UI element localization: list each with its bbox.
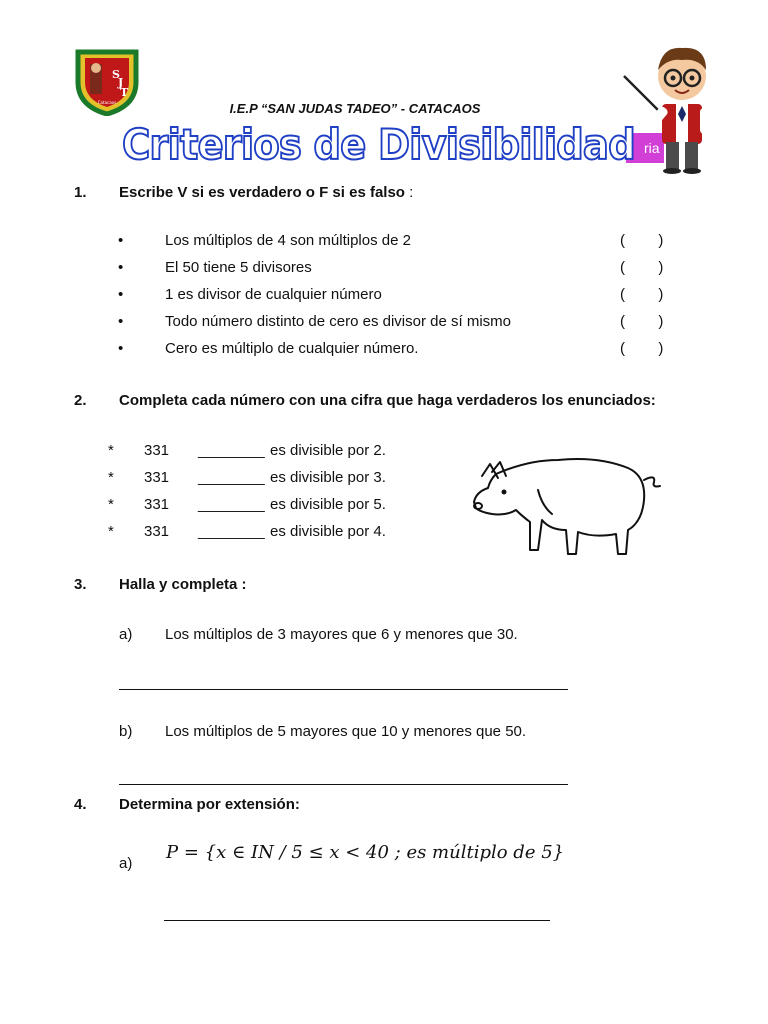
star-marker: * (108, 523, 114, 540)
q1-prompt-text: Escribe V si es verdadero o F si es falso (119, 184, 405, 201)
star-marker: * (108, 442, 114, 459)
bullet-marker: • (118, 232, 124, 249)
bullet-marker: • (118, 313, 124, 330)
digit-blank[interactable]: ________ (198, 469, 265, 486)
q2-prompt: Completa cada número con una cifra que haga verdaderos los enunciados: (119, 392, 656, 409)
answer-parentheses[interactable]: ( ) (620, 340, 664, 357)
q3a-text: Los múltiplos de 3 mayores que 6 y menores que 30. (165, 626, 518, 643)
page-title: Criterios de Divisibilidad (122, 120, 635, 169)
statement-text: El 50 tiene 5 divisores (165, 259, 312, 276)
q2-statement-row (0, 496, 470, 518)
q2-statement-row (0, 442, 470, 464)
q1-number: 1. (74, 184, 87, 201)
base-number: 331 (144, 496, 170, 513)
q1-prompt (119, 184, 413, 201)
statement-text: es divisible por 5. (270, 496, 386, 513)
svg-text:J: J (118, 76, 124, 89)
bullet-marker: • (118, 286, 124, 303)
statement-text: es divisible por 4. (270, 523, 386, 540)
pig-illustration (468, 450, 668, 562)
answer-parentheses[interactable]: ( ) (620, 232, 664, 249)
q3a-label: a) (119, 626, 133, 643)
statement-text: Todo número distinto de cero es divisor de sí mismo (165, 313, 511, 330)
q4a-formula: P = {x ∈ IN / 5 ≤ x < 40 ; es múltiplo de 5} (166, 842, 565, 863)
q3b-text: Los múltiplos de 5 mayores que 10 y menores que 50. (165, 723, 527, 740)
statement-text: Cero es múltiplo de cualquier número. (165, 340, 419, 357)
teacher-boy-illustration (618, 40, 728, 175)
statement-text: es divisible por 3. (270, 469, 386, 486)
answer-parentheses[interactable]: ( ) (620, 259, 664, 276)
q3a-answer-line[interactable] (119, 689, 568, 690)
answer-parentheses[interactable]: ( ) (620, 286, 664, 303)
q4-number: 4. (74, 796, 87, 813)
q1-prompt-colon: : (409, 184, 414, 201)
q1-statement-row (0, 286, 768, 308)
school-name: I.E.P “SAN JUDAS TADEO” - CATACAOS (229, 101, 481, 116)
grade-tag: ria (626, 133, 664, 163)
q3b-answer-line[interactable] (119, 784, 568, 785)
statement-text: es divisible por 2. (270, 442, 386, 459)
q3-prompt: Halla y completa : (119, 576, 247, 593)
q4-prompt: Determina por extensión: (119, 796, 300, 813)
base-number: 331 (144, 442, 170, 459)
statement-text: Los múltiplos de 4 son múltiplos de 2 (165, 232, 411, 249)
digit-blank[interactable]: ________ (198, 442, 265, 459)
base-number: 331 (144, 469, 170, 486)
bullet-marker: • (118, 340, 124, 357)
q2-number: 2. (74, 392, 87, 409)
q2-statement-row (0, 523, 470, 545)
svg-text:S: S (112, 68, 120, 81)
q3b-label: b) (119, 723, 133, 740)
base-number: 331 (144, 523, 170, 540)
svg-text:Catacaos: Catacaos (97, 100, 117, 105)
q1-statement-row (0, 232, 768, 254)
answer-parentheses[interactable]: ( ) (620, 313, 664, 330)
q4a-label: a) (119, 855, 133, 872)
q3-number: 3. (74, 576, 87, 593)
digit-blank[interactable]: ________ (198, 496, 265, 513)
q2-statement-row (0, 469, 470, 491)
bullet-marker: • (118, 259, 124, 276)
star-marker: * (108, 496, 114, 513)
q1-statement-row (0, 259, 768, 281)
q4a-answer-line[interactable] (164, 920, 550, 921)
star-marker: * (108, 469, 114, 486)
q1-statement-row (0, 340, 768, 362)
statement-text: 1 es divisor de cualquier número (165, 286, 382, 303)
digit-blank[interactable]: ________ (198, 523, 265, 540)
q1-statement-row (0, 313, 768, 335)
svg-text:T: T (120, 86, 129, 99)
